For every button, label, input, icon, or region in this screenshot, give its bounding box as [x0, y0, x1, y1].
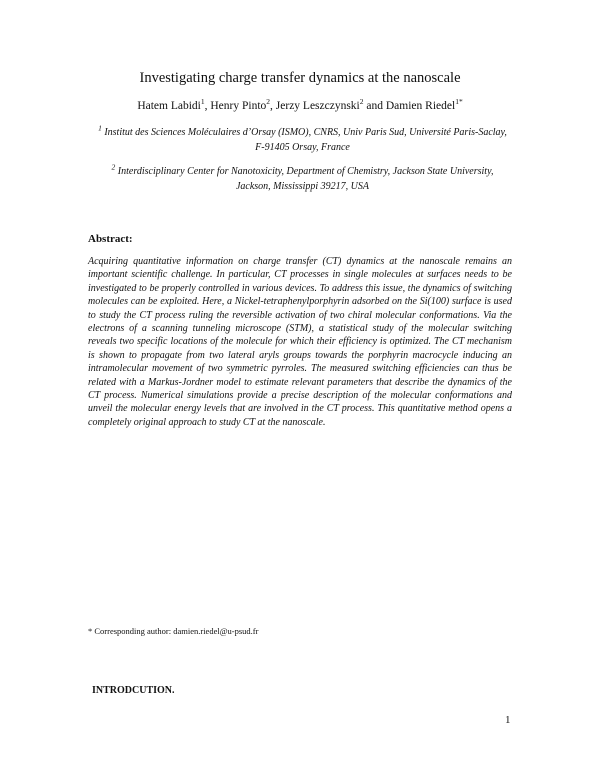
affiliation: $^2$ Interdisciplinary Center for Nanotoxicity, Department of Chemistry, Jackson State University, Jackson, Mississippi 39217, USA	[111, 162, 494, 192]
affiliation: $^1$ Institut des Sciences Moléculaires d’Orsay (ISMO), CNRS, Univ Paris Sud, Université Paris-Saclay, F-91405 Orsay, France	[98, 123, 507, 153]
author: Damien Riedel$^{1*}$	[385, 97, 463, 112]
author-list	[0, 97, 600, 112]
author: Hatem Labidi$^1$,	[137, 97, 211, 112]
page-number: 1	[505, 714, 511, 726]
paper-title: Investigating charge transfer dynamics at the nanoscale	[139, 70, 461, 86]
corresponding-author-footnote: * Corresponding author: damien.riedel@u-psud.fr	[88, 626, 259, 636]
author: Henry Pinto$^2$,	[210, 97, 276, 112]
section-heading: INTRODCUTION.	[92, 685, 175, 696]
abstract-heading: Abstract:	[88, 233, 133, 245]
author: Jerzy Leszczynski$^2$ and	[275, 97, 386, 112]
abstract-body: Acquiring quantitative information on charge transfer (CT) dynamics at the nanoscale remains an important scientific challenge. In particular, CT processes in single molecules at surfaces needs to be investigated to be properly controlled in various devices. To address this issue, the dynamics of switching molecules can be exploited. Here, a Nickel-tetraphenylporphyrin adsorbed on the Si(100) surface is used to study the CT process ruling the reversible activation of two chiral molecular conformations. Via the electrons of a scanning tunneling microscope (STM), a statistical study of the molecular switching reveals two specific locations of the molecule for which their efficiency is optimized. The CT mechanism is shown to propagate from two lateral aryls groups towards the porphyrin macrocycle inducing an intramolecular movement of two symmetric pyrroles. The measured switching efficiencies can thus be related with a Markus-Jordner model to estimate relevant parameters that describe the dynamics of the CT process. Numerical simulations provide a precise description of the molecular conformations and unveil the molecular energy levels that are involved in the CT process. This quantitative method opens a completely original approach to study CT at the nanoscale.	[88, 256, 512, 428]
